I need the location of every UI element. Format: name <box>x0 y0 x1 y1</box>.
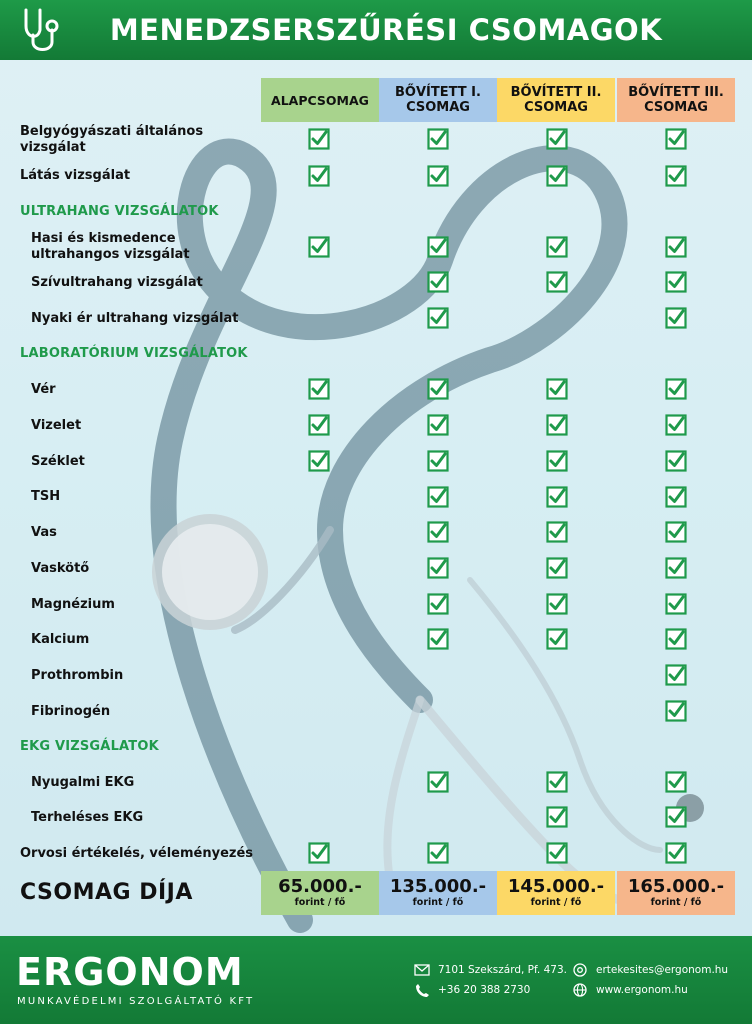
price-amount: 135.000.- <box>389 876 487 897</box>
row-label: Magnézium <box>31 597 115 612</box>
price-amount: 145.000.- <box>507 876 605 897</box>
brand-logo-text: ERGONOM <box>16 950 244 994</box>
check-icon <box>665 700 687 722</box>
check-icon <box>308 378 330 400</box>
row-label: Kalcium <box>31 632 90 647</box>
globe-icon <box>572 983 588 997</box>
row-label: Fibrinogén <box>31 704 111 719</box>
check-icon <box>665 664 687 686</box>
check-icon <box>427 521 449 543</box>
contact-web <box>572 983 688 997</box>
check-icon <box>427 271 449 293</box>
check-icon <box>427 307 449 329</box>
check-icon <box>665 378 687 400</box>
page-title: MENEDZSERSZŰRÉSI CSOMAGOK <box>109 13 663 47</box>
check-icon <box>546 271 568 293</box>
check-icon <box>546 128 568 150</box>
footer-bar <box>0 936 752 1024</box>
check-icon <box>665 236 687 258</box>
check-icon <box>546 806 568 828</box>
price-unit: forint / fő <box>650 897 702 908</box>
check-icon <box>665 450 687 472</box>
row-label: Nyaki ér ultrahang vizsgálat <box>31 311 239 326</box>
check-icon <box>665 557 687 579</box>
header-bar <box>0 0 752 60</box>
check-icon <box>427 842 449 864</box>
check-icon <box>665 593 687 615</box>
price-cell-bovitett-1 <box>379 871 497 915</box>
check-icon <box>665 521 687 543</box>
check-icon <box>665 307 687 329</box>
check-icon <box>427 593 449 615</box>
price-unit: forint / fő <box>294 897 346 908</box>
contact-address <box>414 963 567 977</box>
price-amount: 65.000.- <box>278 876 362 897</box>
check-icon <box>546 771 568 793</box>
section-title-ekg: EKG VIZSGÁLATOK <box>20 739 159 754</box>
check-icon <box>427 165 449 187</box>
check-icon <box>665 628 687 650</box>
row-label: Vas <box>31 525 57 540</box>
check-icon <box>308 842 330 864</box>
check-icon <box>546 593 568 615</box>
row-label: Vaskötő <box>31 561 90 576</box>
stethoscope-icon <box>18 6 64 56</box>
column-header-alap: ALAPCSOMAG <box>261 78 379 122</box>
check-icon <box>546 165 568 187</box>
check-icon <box>427 450 449 472</box>
check-icon <box>665 806 687 828</box>
price-cell-bovitett-3 <box>617 871 735 915</box>
check-icon <box>546 842 568 864</box>
contact-phone <box>414 983 530 997</box>
row-label: Orvosi értékelés, véleményezés <box>20 846 254 861</box>
row-label: Széklet <box>31 454 85 469</box>
check-icon <box>308 128 330 150</box>
stethoscope-background-image <box>0 60 752 936</box>
section-title-ultrasound: ULTRAHANG VIZSGÁLATOK <box>20 204 219 219</box>
check-icon <box>665 128 687 150</box>
check-icon <box>427 128 449 150</box>
check-icon <box>308 450 330 472</box>
brand-tagline: MUNKAVÉDELMI SZOLGÁLTATÓ KFT <box>17 996 255 1007</box>
price-cell-bovitett-2 <box>497 871 615 915</box>
check-icon <box>546 557 568 579</box>
check-icon <box>546 414 568 436</box>
check-icon <box>427 236 449 258</box>
check-icon <box>427 771 449 793</box>
row-label: Belgyógyászati általános vizsgálat <box>20 124 204 155</box>
check-icon <box>665 271 687 293</box>
check-icon <box>427 414 449 436</box>
row-label: Látás vizsgálat <box>20 168 131 183</box>
price-amount: 165.000.- <box>627 876 725 897</box>
check-icon <box>665 842 687 864</box>
check-icon <box>427 557 449 579</box>
check-icon <box>546 486 568 508</box>
check-icon <box>546 450 568 472</box>
column-header-bovitett-2: BŐVÍTETT II. CSOMAG <box>497 78 615 122</box>
phone-icon <box>414 983 430 997</box>
row-label: TSH <box>31 489 61 504</box>
check-icon <box>308 414 330 436</box>
column-header-bovitett-3: BŐVÍTETT III. CSOMAG <box>617 78 735 122</box>
price-cell-alap <box>261 871 379 915</box>
address-text: 7101 Szekszárd, Pf. 473. <box>438 964 567 976</box>
row-label: Vér <box>31 382 56 397</box>
check-icon <box>665 414 687 436</box>
row-label: Terheléses EKG <box>31 810 144 825</box>
check-icon <box>665 771 687 793</box>
row-label: Prothrombin <box>31 668 124 683</box>
check-icon <box>546 521 568 543</box>
check-icon <box>665 486 687 508</box>
envelope-icon <box>414 963 430 977</box>
price-unit: forint / fő <box>530 897 582 908</box>
check-icon <box>546 236 568 258</box>
row-label: Hasi és kismedence ultrahangos vizsgálat <box>31 231 190 262</box>
section-title-lab: LABORATÓRIUM VIZSGÁLATOK <box>20 346 248 361</box>
check-icon <box>427 378 449 400</box>
row-label: Vizelet <box>31 418 82 433</box>
contact-email <box>572 963 728 977</box>
website-link[interactable]: www.ergonom.hu <box>596 984 688 996</box>
column-header-bovitett-1: BŐVÍTETT I. CSOMAG <box>379 78 497 122</box>
check-icon <box>665 165 687 187</box>
email-link[interactable]: ertekesites@ergonom.hu <box>596 964 729 976</box>
check-icon <box>308 236 330 258</box>
phone-text[interactable]: +36 20 388 2730 <box>438 984 531 996</box>
row-label: Szívultrahang vizsgálat <box>31 275 203 290</box>
check-icon <box>427 628 449 650</box>
check-icon <box>427 486 449 508</box>
check-icon <box>546 628 568 650</box>
check-icon <box>546 378 568 400</box>
price-unit: forint / fő <box>412 897 464 908</box>
price-row-label: CSOMAG DÍJA <box>20 880 193 905</box>
check-icon <box>308 165 330 187</box>
row-label: Nyugalmi EKG <box>31 775 135 790</box>
at-icon <box>572 963 588 977</box>
